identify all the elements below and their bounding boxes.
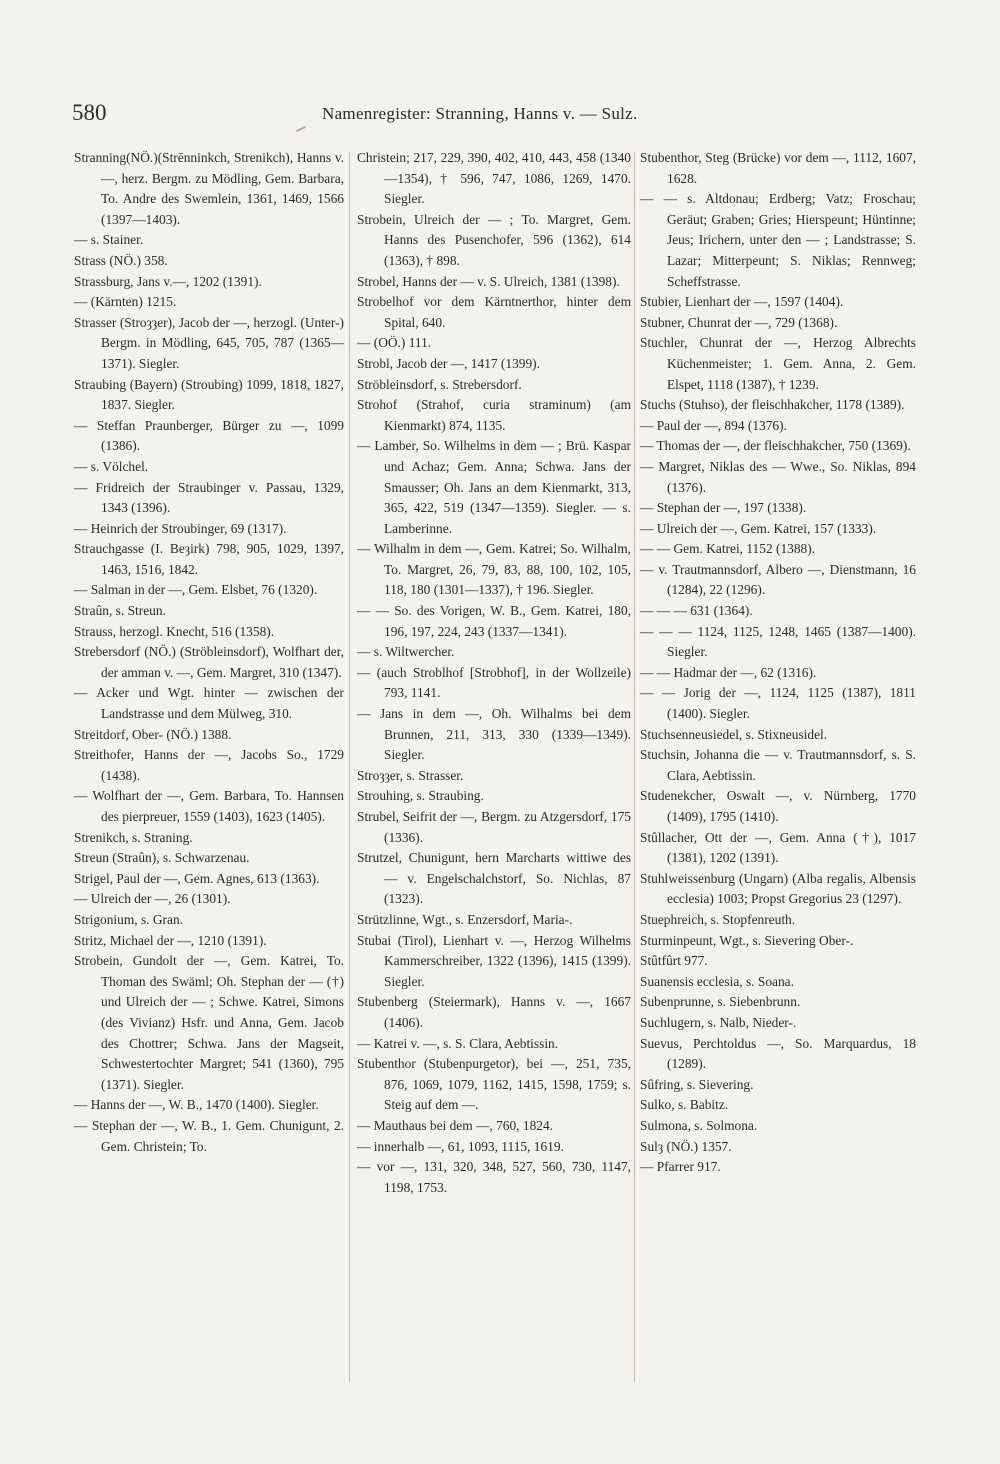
index-entry: Sulko, s. Babitz. (640, 1097, 729, 1113)
index-entry: Strigel, Paul der —, Gem. Agnes, 613 (1363). (74, 870, 320, 886)
index-entry: Strobein, Gundolt der —, Gem. Katrei, To. Thoman des Swäml; Oh. Stephan der — (†) und Ulreich der — ; Schwe. Katrei, Simons (des Vivianz) Hsfr. und Anna, Gem. Jacob des Chottrer; Schwa. Jans der Magseit, Schwestertochter Margret; 541 (1360), 795 (1371). Siegler. (74, 953, 344, 1092)
index-entry: — Pfarrer 917. (640, 1159, 721, 1175)
index-entry: Suchlugern, s. Nalb, Nieder-. (640, 1014, 797, 1030)
index-entry: — — s. Altdonau; Erdberg; Vatz; Froschau; Geräut; Graben; Gries; Hierspeunt; Hüntinne; Jeus; Irichern, unter den — ; Landstrasse; S. Lazar; Mitterpeunt; S. Niklas; Rennweg; Scheffstrasse. (640, 191, 916, 289)
index-entry: — s. Stainer. (74, 232, 144, 248)
index-entry: — Hanns der —, W. B., 1470 (1400). Siegler. (74, 1097, 319, 1113)
index-entry: — — — 631 (1364). (640, 603, 753, 619)
column-divider (634, 152, 635, 1382)
index-entry: Strebersdorf (NÖ.) (Ströbleinsdorf), Wolfhart der, der amman v. —, Gem. Margret, 310 (1347). (74, 644, 344, 680)
index-entry: Streithofer, Hanns der —, Jacobs So., 1729 (1438). (74, 747, 344, 783)
index-entry: Strubel, Seifrit der —, Bergm. zu Atzgersdorf, 175 (1336). (357, 809, 631, 845)
index-entry: — Mauthaus bei dem —, 760, 1824. (357, 1117, 554, 1133)
index-entry: Streun (Straûn), s. Schwarzenau. (74, 850, 250, 866)
index-entry: — Steffan Praunberger, Bürger zu —, 1099 (1386). (74, 417, 344, 454)
index-entry: — innerhalb —, 61, 1093, 1115, 1619. (357, 1138, 564, 1154)
index-entry: Strasser (Stroȝȝer), Jacob der —, herzogl. (Unter-) Bergm. in Mödling, 645, 705, 787 (1365—1371). Siegler. (74, 314, 344, 371)
index-entry: — v. Trautmannsdorf, Albero —, Dienstmann, 16 (1284), 22 (1296). (640, 561, 916, 598)
index-entry: Strohof (Strahof, curia straminum) (am Kienmarkt) 874, 1135. (357, 397, 631, 433)
index-entry: Strützlinne, Wgt., s. Enzersdorf, Maria-. (357, 911, 573, 927)
index-entry: — Margret, Niklas des — Wwe., So. Niklas, 894 (1376). (640, 458, 916, 495)
index-entry: — s. Völchel. (74, 458, 149, 474)
index-entry: Stubner, Chunrat der —, 729 (1368). (640, 314, 838, 330)
index-entry: — — Gem. Katrei, 1152 (1388). (640, 541, 816, 557)
index-entry: Straûn, s. Streun. (74, 603, 166, 619)
index-entry: — vor —, 131, 320, 348, 527, 560, 730, 1147, 1198, 1753. (357, 1159, 631, 1195)
index-entry: Strobelhof vor dem Kärntnerthor, hinter dem Spital, 640. (357, 294, 631, 330)
index-entry: — Wolfhart der —, Gem. Barbara, To. Hannsen des pierpreuer, 1559 (1403), 1623 (1405). (74, 788, 344, 824)
index-entry: Stubai (Tirol), Lienhart v. —, Herzog Wilhelms Kammerschreiber, 1322 (1396), 1415 (1399). Siegler. (357, 932, 631, 989)
index-entry: Stranning(NÖ.)(Strēnninkch, Strenikch), Hanns v. —, herz. Bergm. zu Mödling, Gem. Barbara, To. Andre des Swemlein, 1361, 1469, 1566 (1397—1403). (74, 150, 344, 227)
index-entry: — s. Wiltwercher. (357, 644, 455, 660)
index-entry: — — So. des Vorigen, W. B., Gem. Katrei, 180, 196, 197, 224, 243 (1337—1341). (357, 603, 631, 639)
index-entry: Stuchsenneusiedel, s. Stixneusidel. (640, 726, 828, 742)
index-entry: — Lamber, So. Wilhelms in dem — ; Brü. Kaspar und Achaz; Gem. Anna; Schwa. Jans der Smausser; Oh. Jans an dem Kienmarkt, 313, 365, 422, 519 (1347—1359). Siegler. — s. Lamberinne. (357, 438, 631, 536)
page-number: 580 (72, 100, 107, 125)
index-entry: Stûllacher, Ott der —, Gem. Anna (†), 1017 (1381), 1202 (1391). (640, 829, 916, 866)
index-entry: Sûfring, s. Sievering. (640, 1076, 754, 1092)
index-entry: Strouhing, s. Straubing. (357, 788, 484, 804)
index-entry: Stuchler, Chunrat der —, Herzog Albrechts Küchenmeister; 1. Gem. Anna, 2. Gem. Elspet, 1118 (1387), † 1239. (640, 335, 916, 392)
index-entry: — Thomas der —, der fleischhakcher, 750 (1369). (640, 438, 911, 454)
index-entry: Strobein, Ulreich der — ; To. Margret, Gem. Hanns des Pusenchofer, 596 (1362), 614 (1363), † 898. (357, 211, 631, 268)
index-entry: — (auch Stroblhof [Strobhof], in der Wollzeile) 793, 1141. (357, 664, 631, 701)
index-entry: Strauchgasse (I. Beȝirk) 798, 905, 1029, 1397, 1463, 1516, 1842. (74, 541, 344, 577)
index-entry: Stuhlweissenburg (Ungarn) (Alba regalis, Albensis ecclesia) 1003; Propst Gregorius 23 (1297). (640, 870, 916, 907)
index-entry: Stubenthor, Steg (Brücke) vor dem —, 1112, 1607, 1628. (640, 150, 916, 186)
index-entry: — Stephan der —, 197 (1338). (640, 500, 807, 516)
index-entry: — (OÖ.) 111. (357, 335, 432, 351)
page-header (72, 100, 928, 140)
index-column-2 (357, 148, 631, 1198)
index-entry: Strigonium, s. Gran. (74, 911, 183, 927)
index-entry: Ströbleinsdorf, s. Strebersdorf. (357, 376, 522, 392)
index-entry: — (Kärnten) 1215. (74, 294, 177, 310)
index-column-3 (640, 148, 916, 1178)
index-entry: — — Jorig der —, 1124, 1125 (1387), 1811 (1400). Siegler. (640, 685, 916, 722)
index-entry: Strenikch, s. Straning. (74, 829, 193, 845)
index-entry: — — Hadmar der —, 62 (1316). (640, 664, 817, 680)
index-entry: Streitdorf, Ober- (NÖ.) 1388. (74, 726, 232, 742)
index-entry: — Paul der —, 894 (1376). (640, 417, 787, 433)
index-entry: Stuchs (Stuhso), der fleischhakcher, 1178 (1389). (640, 397, 905, 413)
index-entry: Straubing (Bayern) (Stroubing) 1099, 1818, 1827, 1837. Siegler. (74, 376, 344, 413)
index-entry: Strass (NÖ.) 358. (74, 252, 168, 268)
index-entry: — Katrei v. —, s. S. Clara, Aebtissin. (357, 1035, 559, 1051)
index-entry: Stubenthor (Stubenpurgetor), bei —, 251, 735, 876, 1069, 1079, 1162, 1415, 1598, 1759; s. Steig auf dem —. (357, 1056, 631, 1113)
index-entry: Christein; 217, 229, 390, 402, 410, 443, 458 (1340—1354), † 596, 747, 1086, 1269, 1470. Siegler. (357, 150, 631, 207)
index-entry: — Wilhalm in dem —, Gem. Katrei; So. Wilhalm, To. Margret, 26, 79, 83, 88, 100, 102, 105, 118, 180 (1301—1337), † 196. Siegler. (357, 541, 631, 598)
column-divider (349, 152, 350, 1382)
index-entry: Suanensis ecclesia, s. Soana. (640, 973, 794, 989)
index-entry: Subenprunne, s. Siebenbrunn. (640, 994, 801, 1010)
index-entry: Strutzel, Chunigunt, hern Marcharts wittiwe des — v. Engelschalchstorf, So. Nichlas, 87 (1323). (357, 850, 631, 907)
index-entry: Stubier, Lienhart der —, 1597 (1404). (640, 294, 844, 310)
index-entry: Sturminpeunt, Wgt., s. Sievering Ober-. (640, 932, 854, 948)
index-entry: Strauss, herzogl. Knecht, 516 (1358). (74, 623, 275, 639)
index-entry: Strassburg, Jans v.—, 1202 (1391). (74, 273, 262, 289)
index-entry: — Stephan der —, W. B., 1. Gem. Chunigunt, 2. Gem. Christein; To. (74, 1117, 344, 1154)
index-entry: Stubenberg (Steiermark), Hanns v. —, 1667 (1406). (357, 994, 631, 1030)
index-entry: — Jans in dem —, Oh. Wilhalms bei dem Brunnen, 211, 313, 330 (1339—1349). Siegler. (357, 706, 631, 763)
index-entry: Sulȝ (NÖ.) 1357. (640, 1138, 732, 1154)
running-title: Namenregister: Stranning, Hanns v. — Sulz. (322, 104, 638, 123)
index-entry: Strobl, Jacob der —, 1417 (1399). (357, 355, 540, 371)
index-entry: — Fridreich der Straubinger v. Passau, 1329, 1343 (1396). (74, 479, 344, 516)
index-entry: — — — 1124, 1125, 1248, 1465 (1387—1400). Siegler. (640, 623, 916, 660)
index-entry: Sulmona, s. Solmona. (640, 1117, 758, 1133)
index-entry: — Ulreich der —, 26 (1301). (74, 891, 231, 907)
index-entry: Stroȝȝer, s. Strasser. (357, 767, 464, 783)
index-entry: — Heinrich der Stroubinger, 69 (1317). (74, 520, 287, 536)
index-entry: Studenekcher, Oswalt —, v. Nürnberg, 1770 (1409), 1795 (1410). (640, 788, 916, 824)
index-entry: Stuchsin, Johanna die — v. Trautmannsdorf, s. S. Clara, Aebtissin. (640, 747, 916, 783)
index-entry: — Ulreich der —, Gem. Katrei, 157 (1333). (640, 520, 877, 536)
index-entry: Stritz, Michael der —, 1210 (1391). (74, 932, 267, 948)
index-column-1 (74, 148, 344, 1157)
index-entry: Suevus, Perchtoldus —, So. Marquardus, 18 (1289). (640, 1035, 916, 1072)
index-entry: Strobel, Hanns der — v. S. Ulreich, 1381 (1398). (357, 273, 620, 289)
index-entry: Stûtfûrt 977. (640, 953, 708, 969)
index-entry: — Salman in der —, Gem. Elsbet, 76 (1320). (74, 582, 318, 598)
index-entry: — Acker und Wgt. hinter — zwischen der Landstrasse und dem Mülweg, 310. (74, 685, 344, 722)
index-entry: Stuephreich, s. Stopfenreuth. (640, 911, 796, 927)
